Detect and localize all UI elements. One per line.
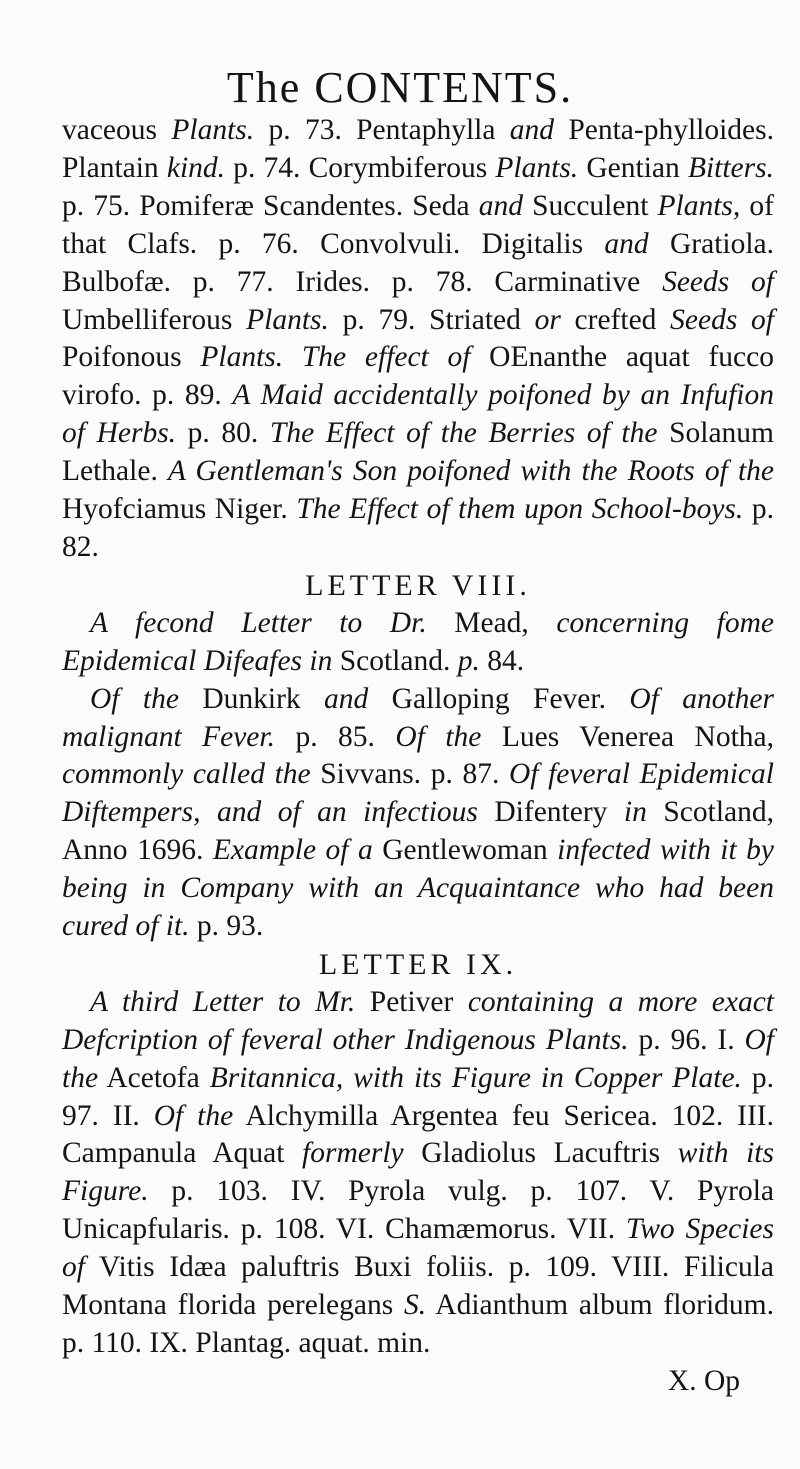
italic-text: A Gentleman's Son poifoned with the Roots of the: [167, 455, 774, 488]
italic-text: Of the: [395, 720, 482, 753]
italic-text: Plants. The effect of: [200, 341, 471, 374]
roman-text: p. 74. Corymbiferous: [225, 151, 496, 184]
italic-text: Seeds of: [670, 303, 774, 336]
roman-text: p. 93.: [189, 910, 264, 943]
roman-text: vaceous: [62, 114, 172, 146]
roman-text: Succulent: [522, 189, 658, 222]
italic-text: formerly: [302, 1137, 404, 1170]
italic-text: concerning fome Epidemical Difeafes in: [62, 606, 775, 677]
roman-text: p. 85.: [275, 720, 396, 753]
italic-text: Of the: [62, 1023, 774, 1094]
roman-text: Scotland, Anno 1696.: [62, 796, 774, 867]
roman-text: Gentian: [578, 151, 688, 184]
roman-text: Alchymilla Argentea feu Sericea. 102. III. Campanula Aquat: [62, 1099, 774, 1170]
roman-text: Hyofciamus Niger.: [62, 493, 297, 526]
italic-text: and: [478, 189, 523, 222]
italic-text: Of feveral Epidemical Diftempers, and of an infectious: [62, 758, 774, 829]
italic-text: and: [604, 227, 649, 260]
roman-text: Gratiola. Bulbofæ. p. 77. Irides. p. 78. Carminative: [62, 227, 774, 298]
roman-text: p. 75. Pomiferæ Scandentes. Seda: [62, 189, 479, 222]
italic-text: containing a more exact Defcription of feveral other Indigenous Plants.: [62, 985, 774, 1056]
italic-text: and: [324, 682, 369, 715]
roman-text: p. 96. I.: [628, 1023, 745, 1056]
italic-text: p.: [457, 644, 480, 677]
roman-text: Gentlewoman: [372, 834, 558, 867]
roman-text: Petiver: [355, 985, 468, 1018]
roman-text: Poifonous: [62, 341, 201, 374]
roman-text: of that Clafs. p. 76. Convolvuli. Digitalis: [62, 189, 774, 260]
italic-text: infected with it by being in Company with an Acquaintance who had been cured of it.: [62, 834, 774, 943]
italic-text: A third Letter to Mr.: [90, 985, 356, 1018]
italic-text: Of the: [153, 1099, 234, 1132]
roman-text: p. 80.: [176, 417, 270, 450]
roman-text: p. 79. Striated: [328, 303, 535, 336]
roman-text: Gladiolus Lacuftris: [403, 1137, 678, 1170]
italic-text: in: [623, 796, 647, 829]
italic-text: Plants,: [657, 189, 741, 222]
roman-text: Adianthum album floridum. p. 110. IX. Plantag. aquat. min.: [62, 1289, 774, 1359]
italic-text: kind.: [166, 151, 226, 184]
roman-text: Umbelliferous: [62, 303, 247, 336]
roman-text: Solanum Lethale.: [62, 417, 774, 488]
roman-text: 84.: [479, 644, 525, 677]
roman-text: Galloping Fever.: [368, 682, 630, 715]
contents-paragraph: [62, 681, 774, 946]
italic-text: The Effect of the Berries of the: [269, 417, 658, 450]
roman-text: p. 73. Pentaphylla: [254, 114, 510, 146]
italic-text: or: [534, 303, 561, 336]
italic-text: Example of a: [212, 834, 373, 867]
roman-text: p. 97. II.: [62, 1061, 774, 1132]
roman-text: Scotland.: [332, 644, 458, 677]
italic-text: Bitters.: [687, 151, 774, 184]
letter-heading: LETTER IX.: [318, 947, 518, 981]
letter-heading: LETTER VIII.: [305, 568, 531, 602]
italic-text: Seeds of: [662, 265, 774, 298]
italic-text: Of another malignant Fever.: [62, 682, 774, 753]
roman-text: OEnanthe aquat fucco virofo. p. 89.: [62, 341, 774, 412]
italic-text: commonly called the: [62, 758, 311, 791]
italic-text: Plants.: [171, 114, 255, 146]
roman-text: Mead,: [426, 606, 557, 639]
italic-text: S.: [404, 1289, 427, 1322]
italic-text: A Maid accidentally poifoned by an Infufion of Herbs.: [62, 379, 774, 450]
italic-text: Britannica, with its Figure in Copper Plate.: [209, 1061, 742, 1094]
roman-text: Lues Venerea Notha,: [481, 720, 775, 753]
italic-text: Plants.: [495, 151, 579, 184]
roman-text: Difentery: [477, 796, 624, 829]
contents-paragraph: [62, 112, 774, 567]
italic-text: Of the: [90, 682, 179, 715]
roman-text: Vitis Idæa paluftris Buxi foliis. p. 109. VIII. Filicula Montana florida perelegans: [62, 1251, 774, 1322]
italic-text: A fecond Letter to Dr.: [90, 606, 427, 639]
italic-text: with its Figure.: [62, 1137, 774, 1208]
italic-text: Plants.: [246, 303, 329, 336]
contents-paragraph: [62, 984, 774, 1363]
italic-text: Two Species of: [62, 1213, 774, 1284]
roman-text: p. 103. IV. Pyrola vulg. p. 107. V. Pyrola Unicapfularis. p. 108. VI. Chamæmorus. VII.: [62, 1175, 774, 1246]
roman-text: p. 82.: [62, 493, 774, 563]
roman-text: Dunkirk: [178, 682, 325, 715]
contents-paragraph: [62, 605, 774, 681]
italic-text: and: [509, 114, 555, 146]
roman-text: Penta-phylloides. Plantain: [62, 114, 775, 184]
roman-text: Sivvans. p. 87.: [310, 758, 509, 791]
roman-text: Acetofa: [98, 1061, 210, 1094]
catchword: X. Op: [667, 1364, 740, 1397]
italic-text: The Effect of them upon School-boys.: [296, 493, 744, 526]
roman-text: crefted: [560, 303, 671, 336]
contents-body: [62, 112, 774, 1401]
running-header: The CONTENTS.: [226, 63, 574, 112]
